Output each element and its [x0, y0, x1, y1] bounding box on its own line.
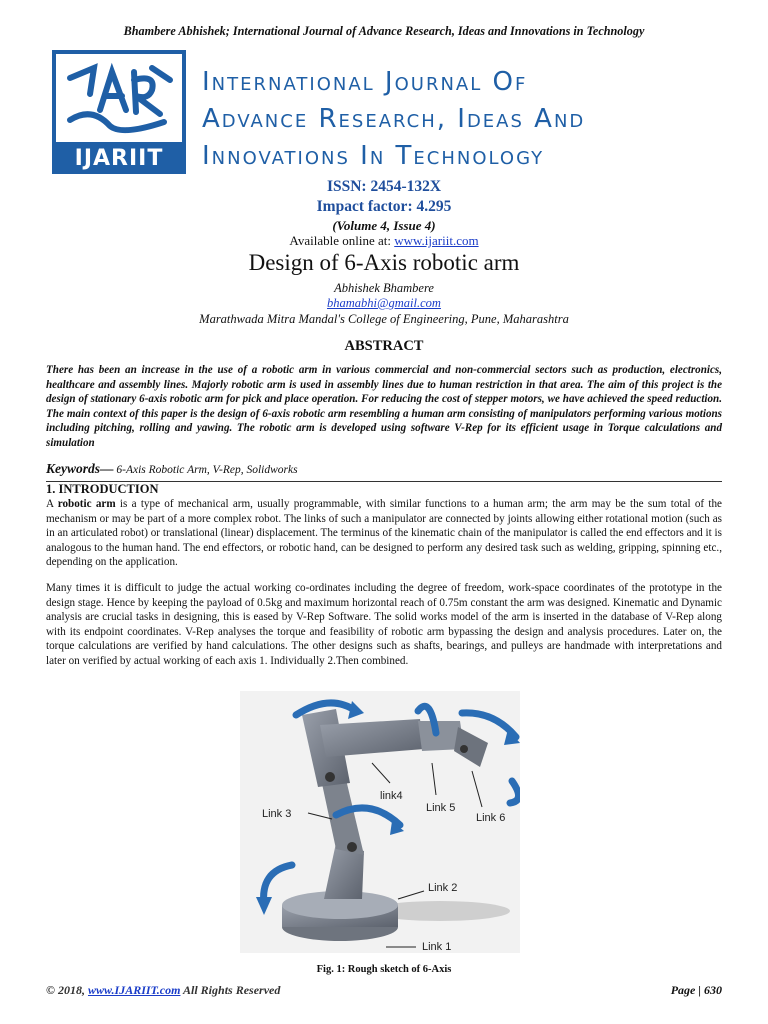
- introduction-heading: 1. INTRODUCTION: [46, 482, 159, 496]
- paper-title: Design of 6-Axis robotic arm: [248, 250, 520, 275]
- footer-copyright: [46, 983, 280, 998]
- impact-factor: Impact factor: 4.295: [316, 198, 452, 215]
- page-number: Page | 630: [670, 983, 722, 997]
- keywords: [46, 461, 722, 477]
- author-affiliation: Marathwada Mitra Mandal's College of Engineering, Pune, Maharashtra: [199, 312, 569, 326]
- keywords-label: Keywords—: [46, 461, 114, 476]
- logo-graphic: [52, 50, 186, 174]
- robotic-arm-figure: [240, 691, 520, 953]
- logo-text: IJARIIT: [74, 146, 164, 171]
- available-online: [0, 233, 768, 249]
- footer-website-link[interactable]: www.IJARIIT.com: [87, 983, 181, 997]
- keywords-text: 6-Axis Robotic Arm, V-Rep, Solidworks: [113, 464, 298, 476]
- label-link-4: link4: [380, 790, 403, 802]
- intro-p1-term: robotic arm: [57, 498, 116, 510]
- robotic-arm-sketch: [240, 691, 520, 953]
- intro-paragraph-1: [46, 497, 722, 570]
- link-6-wrist: [454, 727, 488, 767]
- abstract-heading: ABSTRACT: [344, 338, 424, 354]
- figure-caption: Fig. 1: Rough sketch of 6-Axis: [316, 964, 452, 975]
- journal-logo: [52, 50, 186, 174]
- intro-p1-start: A: [46, 498, 58, 510]
- copyright-prefix: © 2018,: [46, 983, 88, 997]
- intro-p1-rest: is a type of mechanical arm, usually programmable, with similar functions to a human arm; the arm may be the sum total of the mechanism or may be part of a more complex robot. The links of such a manipulator are connected by joints allowing either rotational motion (such as in an articulated robot) or translational (linear) displacement. The terminus of the kinematic chain of the manipulator is called the end effectors and it is analogous to the human hand. The end effectors, or robotic hand, can be designed to perform any desired task such as welding, gripping, spinning etc., depending on the application.: [46, 498, 722, 569]
- issn: ISSN: 2454-132X: [326, 178, 442, 195]
- rotation-arrow-gripper-icon: [510, 781, 519, 803]
- label-link-3: Link 3: [262, 808, 292, 820]
- journal-name-line-1: International Journal Of: [202, 67, 528, 97]
- journal-name-line-2: Advance Research, Ideas And: [202, 104, 586, 134]
- running-head: Bhambere Abhishek; International Journal of Advance Research, Ideas and Innovations in Technology: [123, 24, 645, 38]
- link-4-horizontal: [320, 719, 424, 757]
- label-link-6: Link 6: [476, 812, 506, 824]
- label-link-5: Link 5: [426, 802, 456, 814]
- label-link-2: Link 2: [428, 882, 458, 894]
- author-email-link[interactable]: bhamabhi@gmail.com: [327, 296, 441, 310]
- abstract-text: There has been an increase in the use of a robotic arm in various commercial and non-commercial sectors such as production, electronics, healthcare and assembly lines. Majorly robotic arm is used in assembly lines due to human restriction in that area. The aim of this project is the design of stationary 6-axis robotic arm for pick and place operation. For reducing the cost of stepper motors, we have achieved the speed reduction. The main context of this paper is the design of 6-axis robotic arm resembling a human arm consisting of manipulators performing various motions including pitching, rolling and yawing. The robotic arm is developed using software V-Rep for its efficient usage in Torque calculations and simulation: [46, 364, 722, 449]
- journal-name-line-3: Innovations In Technology: [202, 141, 545, 171]
- available-label: Available online at:: [289, 233, 395, 248]
- copyright-suffix: All Rights Reserved: [180, 983, 281, 997]
- intro-paragraph-2: Many times it is difficult to judge the actual working co-ordinates including the degree of freedom, work-space coordinates of the prototype in the design stage. Hence by keeping the payload of 0.5kg and maximum horizontal reach of 0.75m constant the arm was designed. Kinematic and Dynamic analysis are crucial tasks in designing, this is eased by V-Rep Software. The solid works model of the arm is inserted in the database of V-Rep along with its endpoint coordinates. V-Rep analyses the torque and feasibility of robotic arm bypassing the design and analysis procedures. Later on, the torque calculations are verified by hand calculations. The other designs such as shafts, bearings, and pulleys are handmade with interpretations and later on verified by actual working of each axis 1. Individually 2.Then combined.: [46, 582, 722, 667]
- volume-issue: (Volume 4, Issue 4): [332, 218, 436, 233]
- author-name: Abhishek Bhambere: [334, 281, 434, 295]
- journal-website-link[interactable]: www.ijariit.com: [394, 233, 479, 248]
- label-link-1: Link 1: [422, 941, 452, 953]
- journal-name: [202, 64, 722, 175]
